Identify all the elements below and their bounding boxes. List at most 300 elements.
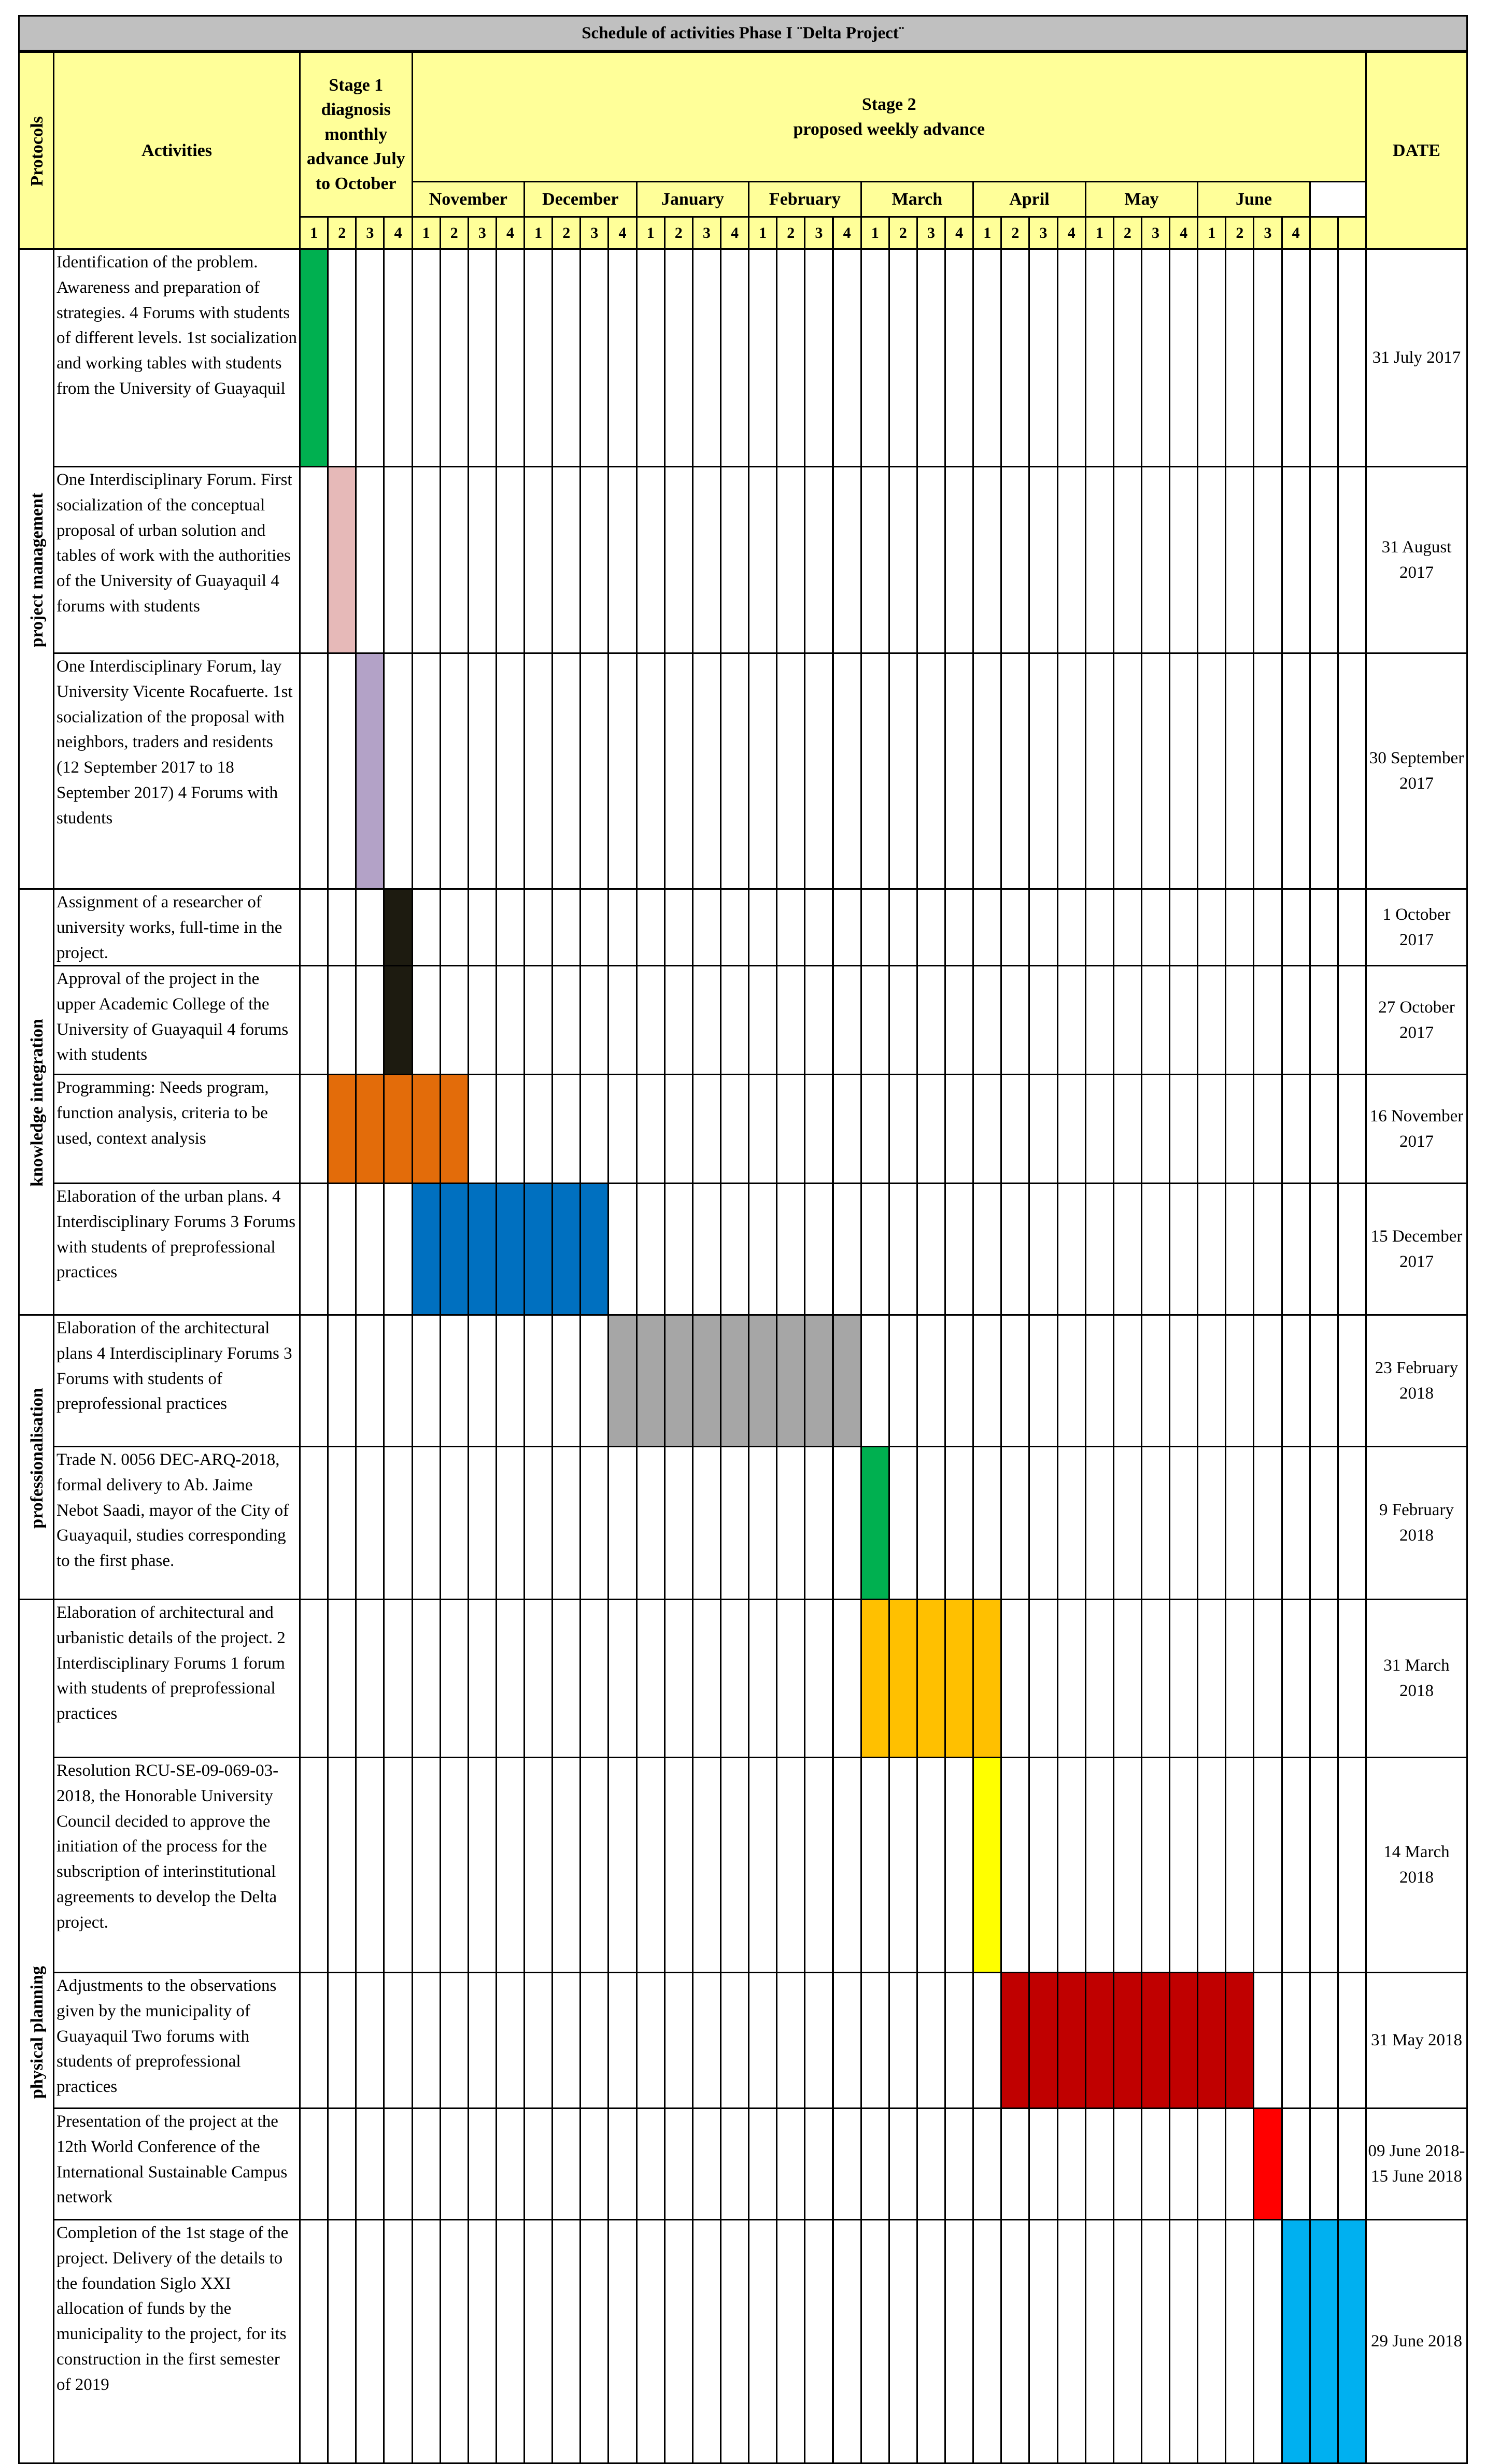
date-cell: 27 October 2017	[1365, 965, 1468, 1075]
grid-cell	[1057, 2219, 1086, 2464]
grid-cell	[607, 1183, 637, 1316]
grid-cell	[1113, 1183, 1142, 1316]
grid-cell	[1253, 965, 1282, 1075]
grid-cell	[496, 652, 525, 890]
grid-cell	[1169, 1446, 1198, 1600]
week-header: 2	[551, 216, 581, 250]
grid-cell	[776, 2107, 805, 2220]
grid-cell	[916, 248, 946, 467]
grid-cell	[1141, 888, 1170, 966]
grid-cell	[1197, 1599, 1226, 1758]
protocol-label: professionalisation	[27, 1387, 47, 1529]
grid-cell	[944, 466, 974, 654]
date-cell: 15 December 2017	[1365, 1183, 1468, 1316]
grid-cell	[888, 1757, 918, 1973]
month-header-january: January	[636, 181, 750, 218]
grid-cell	[496, 2219, 525, 2464]
grid-cell	[748, 1599, 777, 1758]
grid-cell	[720, 2107, 749, 2220]
grid-cell	[327, 1599, 357, 1758]
week-header: 2	[888, 216, 918, 250]
grid-cell	[1309, 965, 1339, 1075]
grid-cell	[440, 1314, 469, 1447]
gantt-bar-cell	[412, 1074, 441, 1184]
gantt-bar-cell	[832, 1314, 862, 1447]
grid-cell	[1253, 1757, 1282, 1973]
week-header: 1	[1197, 216, 1226, 250]
grid-cell	[299, 1599, 329, 1758]
grid-cell	[468, 1599, 497, 1758]
grid-cell	[1197, 1074, 1226, 1184]
gantt-bar-cell	[1000, 1972, 1030, 2109]
grid-cell	[748, 1183, 777, 1316]
grid-cell	[1085, 248, 1114, 467]
protocol-label: project management	[27, 492, 47, 647]
grid-cell	[1141, 1314, 1170, 1447]
grid-cell	[607, 2219, 637, 2464]
grid-cell	[327, 248, 357, 467]
grid-cell	[888, 652, 918, 890]
grid-cell	[1225, 1314, 1254, 1447]
grid-cell	[551, 466, 581, 654]
grid-cell	[1169, 2219, 1198, 2464]
grid-cell	[383, 248, 413, 467]
grid-cell	[496, 2107, 525, 2220]
gantt-bar-cell	[664, 1314, 694, 1447]
grid-cell	[299, 965, 329, 1075]
grid-cell	[1169, 1599, 1198, 1758]
gantt-bar-cell	[888, 1599, 918, 1758]
grid-cell	[944, 2219, 974, 2464]
grid-cell	[523, 1314, 553, 1447]
date-cell: 31 August 2017	[1365, 466, 1468, 654]
grid-cell	[607, 1599, 637, 1758]
gantt-bar-cell	[1197, 1972, 1226, 2109]
grid-cell	[579, 1757, 609, 1973]
grid-cell	[832, 1183, 862, 1316]
grid-cell	[355, 248, 385, 467]
grid-cell	[944, 1972, 974, 2109]
grid-cell	[1253, 1446, 1282, 1600]
grid-cell	[355, 1446, 385, 1600]
grid-cell	[636, 1972, 666, 2109]
grid-cell	[972, 1074, 1002, 1184]
grid-cell	[383, 652, 413, 890]
gantt-bar-cell	[1225, 1972, 1254, 2109]
grid-cell	[1141, 466, 1170, 654]
grid-cell	[551, 2107, 581, 2220]
week-header: 4	[832, 216, 862, 250]
grid-cell	[888, 965, 918, 1075]
grid-cell	[860, 888, 890, 966]
grid-cell	[1057, 466, 1086, 654]
gantt-bar-cell	[1057, 1972, 1086, 2109]
grid-cell	[776, 2219, 805, 2464]
grid-cell	[1337, 248, 1367, 467]
grid-cell	[720, 1446, 749, 1600]
grid-cell	[776, 466, 805, 654]
grid-cell	[468, 1972, 497, 2109]
month-header-march: March	[860, 181, 974, 218]
grid-cell	[468, 652, 497, 890]
activity-cell: Approval of the project in the upper Academic College of the University of Guayaquil 4 forums with students	[53, 965, 301, 1075]
week-header: 3	[1028, 216, 1058, 250]
grid-cell	[1085, 1599, 1114, 1758]
week-header: 1	[523, 216, 553, 250]
week-header: 4	[944, 216, 974, 250]
grid-cell	[1253, 1183, 1282, 1316]
grid-cell	[440, 248, 469, 467]
grid-cell	[1225, 888, 1254, 966]
grid-cell	[1057, 965, 1086, 1075]
grid-cell	[1057, 1314, 1086, 1447]
grid-cell	[299, 2219, 329, 2464]
grid-cell	[1169, 466, 1198, 654]
grid-cell	[468, 1074, 497, 1184]
grid-cell	[1085, 1446, 1114, 1600]
grid-cell	[355, 1314, 385, 1447]
grid-cell	[1113, 1314, 1142, 1447]
grid-cell	[327, 1446, 357, 1600]
grid-cell	[496, 1599, 525, 1758]
grid-cell	[1000, 1074, 1030, 1184]
grid-cell	[1113, 965, 1142, 1075]
grid-cell	[664, 466, 694, 654]
grid-cell	[327, 1757, 357, 1973]
grid-cell	[607, 2107, 637, 2220]
grid-cell	[692, 965, 721, 1075]
grid-cell	[972, 2219, 1002, 2464]
grid-cell	[1057, 1183, 1086, 1316]
grid-cell	[972, 652, 1002, 890]
grid-cell	[440, 1446, 469, 1600]
grid-cell	[607, 1972, 637, 2109]
month-header-may: May	[1085, 181, 1199, 218]
grid-cell	[916, 2219, 946, 2464]
grid-cell	[412, 248, 441, 467]
week-header: 2	[1225, 216, 1254, 250]
grid-cell	[1028, 888, 1058, 966]
gantt-bar-cell	[748, 1314, 777, 1447]
grid-cell	[299, 1757, 329, 1973]
grid-cell	[832, 1972, 862, 2109]
grid-cell	[748, 2107, 777, 2220]
grid-cell	[1197, 1183, 1226, 1316]
grid-cell	[440, 965, 469, 1075]
grid-cell	[1197, 2219, 1226, 2464]
grid-cell	[468, 1757, 497, 1973]
grid-cell	[1309, 1074, 1339, 1184]
grid-cell	[468, 965, 497, 1075]
grid-cell	[664, 1599, 694, 1758]
date-cell: 31 July 2017	[1365, 248, 1468, 467]
grid-cell	[1000, 1757, 1030, 1973]
grid-cell	[888, 1074, 918, 1184]
grid-cell	[383, 2219, 413, 2464]
grid-cell	[1085, 1074, 1114, 1184]
grid-cell	[383, 1757, 413, 1973]
grid-cell	[1169, 1314, 1198, 1447]
grid-cell	[1225, 2219, 1254, 2464]
week-header: 3	[355, 216, 385, 250]
grid-cell	[1141, 1074, 1170, 1184]
protocols-header	[18, 51, 54, 250]
grid-cell	[1309, 466, 1339, 654]
grid-cell	[888, 2219, 918, 2464]
grid-cell	[1337, 1599, 1367, 1758]
gantt-bar-cell	[440, 1074, 469, 1184]
grid-cell	[692, 1972, 721, 2109]
grid-cell	[944, 1074, 974, 1184]
grid-cell	[748, 466, 777, 654]
grid-cell	[916, 1074, 946, 1184]
grid-cell	[440, 466, 469, 654]
grid-cell	[523, 1972, 553, 2109]
grid-cell	[1225, 466, 1254, 654]
grid-cell	[1309, 1757, 1339, 1973]
grid-cell	[327, 2219, 357, 2464]
grid-cell	[832, 2219, 862, 2464]
grid-cell	[804, 965, 833, 1075]
grid-cell	[720, 1757, 749, 1973]
grid-cell	[607, 965, 637, 1075]
grid-cell	[1197, 2107, 1226, 2220]
grid-cell	[1281, 1314, 1311, 1447]
grid-cell	[860, 466, 890, 654]
grid-cell	[916, 1183, 946, 1316]
week-header	[1309, 216, 1339, 250]
grid-cell	[551, 1314, 581, 1447]
grid-cell	[1197, 1314, 1226, 1447]
grid-cell	[383, 1446, 413, 1600]
grid-cell	[1281, 1183, 1311, 1316]
grid-cell	[1197, 1446, 1226, 1600]
grid-cell	[888, 1446, 918, 1600]
grid-cell	[1337, 466, 1367, 654]
grid-cell	[440, 1599, 469, 1758]
grid-cell	[1253, 466, 1282, 654]
grid-cell	[832, 1446, 862, 1600]
grid-cell	[860, 1074, 890, 1184]
grid-cell	[523, 466, 553, 654]
week-header: 1	[748, 216, 777, 250]
week-header: 4	[383, 216, 413, 250]
grid-cell	[579, 888, 609, 966]
grid-cell	[972, 466, 1002, 654]
grid-cell	[1225, 2107, 1254, 2220]
gantt-bar-cell	[496, 1183, 525, 1316]
grid-cell	[1085, 1183, 1114, 1316]
grid-cell	[1197, 1757, 1226, 1973]
date-header: DATE	[1365, 51, 1468, 250]
stage2-subtitle: proposed weekly advance	[793, 119, 985, 139]
grid-cell	[944, 2107, 974, 2220]
grid-cell	[748, 1972, 777, 2109]
grid-cell	[776, 1446, 805, 1600]
grid-cell	[972, 1183, 1002, 1316]
week-header: 3	[692, 216, 721, 250]
grid-cell	[832, 1757, 862, 1973]
grid-cell	[607, 888, 637, 966]
grid-cell	[748, 888, 777, 966]
gantt-bar-cell	[412, 1183, 441, 1316]
grid-cell	[1000, 1183, 1030, 1316]
grid-cell	[944, 1314, 974, 1447]
grid-cell	[944, 888, 974, 966]
grid-cell	[636, 1757, 666, 1973]
grid-cell	[1028, 1074, 1058, 1184]
grid-cell	[1169, 1074, 1198, 1184]
grid-cell	[804, 888, 833, 966]
grid-cell	[1253, 2219, 1282, 2464]
grid-cell	[355, 2107, 385, 2220]
grid-cell	[972, 965, 1002, 1075]
grid-cell	[776, 1074, 805, 1184]
grid-cell	[1337, 1972, 1367, 2109]
gantt-bar-cell	[1281, 2219, 1311, 2464]
week-header: 2	[327, 216, 357, 250]
grid-cell	[355, 1972, 385, 2109]
grid-cell	[1000, 1314, 1030, 1447]
grid-cell	[1253, 1074, 1282, 1184]
protocol-cell	[18, 888, 54, 1316]
activity-cell: Elaboration of architectural and urbanistic details of the project. 2 Interdisciplinary Forums 1 forum with students of preprofessional practices	[53, 1599, 301, 1758]
grid-cell	[1028, 2219, 1058, 2464]
grid-cell	[1000, 652, 1030, 890]
grid-cell	[776, 1757, 805, 1973]
grid-cell	[1309, 1314, 1339, 1447]
grid-cell	[551, 1446, 581, 1600]
gantt-bar-cell	[1028, 1972, 1058, 2109]
grid-cell	[607, 466, 637, 654]
grid-cell	[916, 888, 946, 966]
grid-cell	[1141, 1446, 1170, 1600]
grid-cell	[1253, 1314, 1282, 1447]
grid-cell	[972, 888, 1002, 966]
week-header: 4	[720, 216, 749, 250]
grid-cell	[944, 652, 974, 890]
grid-cell	[579, 1599, 609, 1758]
grid-cell	[1141, 1599, 1170, 1758]
week-header: 1	[972, 216, 1002, 250]
gantt-bar-cell	[1253, 2107, 1282, 2220]
grid-cell	[412, 2219, 441, 2464]
week-header: 2	[664, 216, 694, 250]
grid-cell	[944, 1446, 974, 1600]
gantt-bar-cell	[1113, 1972, 1142, 2109]
grid-cell	[636, 248, 666, 467]
grid-cell	[607, 652, 637, 890]
grid-cell	[299, 1446, 329, 1600]
week-header: 4	[1169, 216, 1198, 250]
grid-cell	[1337, 1446, 1367, 1600]
grid-cell	[692, 888, 721, 966]
grid-cell	[1337, 965, 1367, 1075]
gantt-bar-cell	[860, 1599, 890, 1758]
grid-cell	[1169, 888, 1198, 966]
grid-cell	[523, 1599, 553, 1758]
grid-cell	[551, 1074, 581, 1184]
grid-cell	[1281, 466, 1311, 654]
grid-cell	[804, 652, 833, 890]
grid-cell	[636, 1074, 666, 1184]
grid-cell	[551, 652, 581, 890]
grid-cell	[804, 248, 833, 467]
grid-cell	[1028, 1183, 1058, 1316]
gantt-bar-cell	[1141, 1972, 1170, 2109]
grid-cell	[383, 466, 413, 654]
grid-cell	[1085, 652, 1114, 890]
grid-cell	[299, 1314, 329, 1447]
grid-cell	[440, 1972, 469, 2109]
week-header: 4	[496, 216, 525, 250]
date-cell: 09 June 2018-15 June 2018	[1365, 2107, 1468, 2220]
grid-cell	[860, 248, 890, 467]
grid-cell	[607, 1757, 637, 1973]
grid-cell	[804, 1757, 833, 1973]
week-header: 1	[1085, 216, 1114, 250]
grid-cell	[720, 1074, 749, 1184]
gantt-bar-cell	[692, 1314, 721, 1447]
grid-cell	[551, 965, 581, 1075]
grid-cell	[468, 1446, 497, 1600]
protocol-label: physical planning	[27, 1965, 47, 2099]
grid-cell	[1113, 1599, 1142, 1758]
grid-cell	[440, 2107, 469, 2220]
grid-cell	[1141, 965, 1170, 1075]
grid-cell	[299, 1183, 329, 1316]
grid-cell	[972, 248, 1002, 467]
grid-cell	[804, 2107, 833, 2220]
grid-cell	[579, 965, 609, 1075]
grid-cell	[748, 652, 777, 890]
grid-cell	[1057, 1074, 1086, 1184]
grid-cell	[1281, 1599, 1311, 1758]
grid-cell	[551, 2219, 581, 2464]
grid-cell	[720, 652, 749, 890]
grid-cell	[972, 1314, 1002, 1447]
grid-cell	[327, 1972, 357, 2109]
grid-cell	[804, 1446, 833, 1600]
grid-cell	[299, 466, 329, 654]
grid-cell	[383, 2107, 413, 2220]
grid-cell	[1000, 466, 1030, 654]
grid-cell	[1309, 2107, 1339, 2220]
grid-cell	[412, 1972, 441, 2109]
grid-cell	[804, 2219, 833, 2464]
gantt-bar-cell	[944, 1599, 974, 1758]
grid-cell	[1057, 888, 1086, 966]
grid-cell	[748, 2219, 777, 2464]
grid-cell	[720, 1599, 749, 1758]
grid-cell	[1057, 1757, 1086, 1973]
activity-cell: Elaboration of the urban plans. 4 Interdisciplinary Forums 3 Forums with students of preprofessional practices	[53, 1183, 301, 1316]
gantt-bar-cell	[1169, 1972, 1198, 2109]
grid-cell	[1028, 1446, 1058, 1600]
grid-cell	[916, 2107, 946, 2220]
grid-cell	[1225, 1757, 1254, 1973]
grid-cell	[1309, 1599, 1339, 1758]
grid-cell	[579, 1074, 609, 1184]
gantt-bar-cell	[972, 1599, 1002, 1758]
grid-cell	[468, 466, 497, 654]
grid-cell	[720, 248, 749, 467]
grid-cell	[355, 1183, 385, 1316]
grid-cell	[1281, 1074, 1311, 1184]
grid-cell	[692, 1446, 721, 1600]
grid-cell	[1309, 1183, 1339, 1316]
grid-cell	[1281, 1972, 1311, 2109]
